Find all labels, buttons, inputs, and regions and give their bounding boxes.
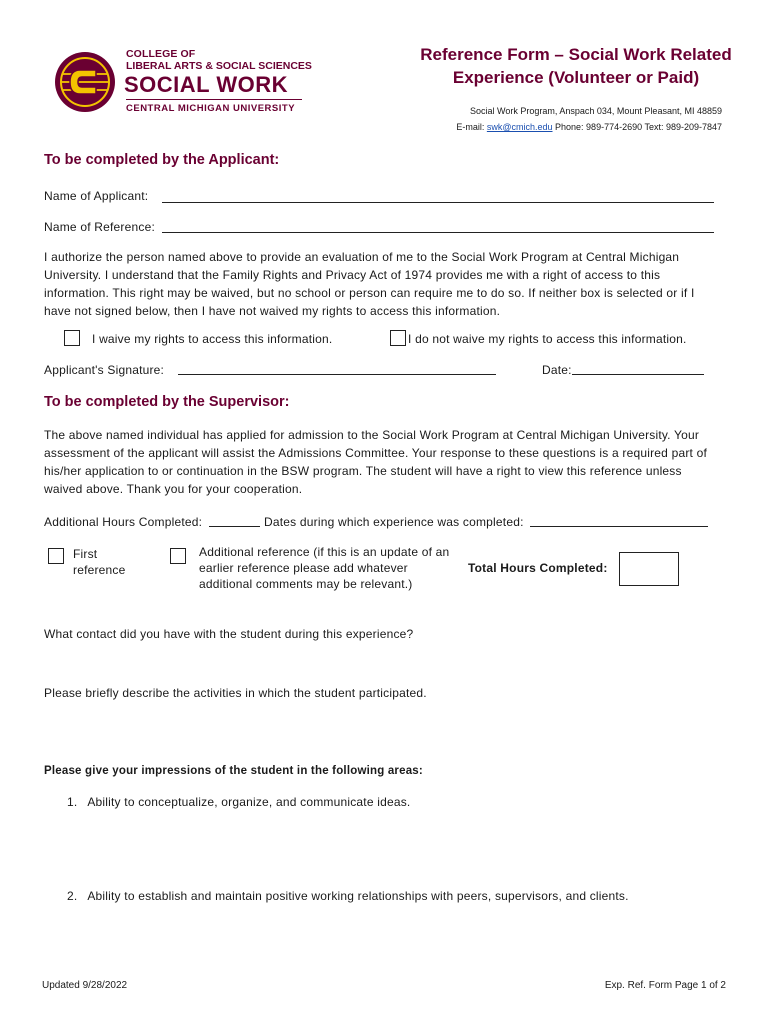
contact-answer-area[interactable] [44,645,720,675]
impression-item-2: 2. Ability to establish and maintain positive working relationships with peers, supervisors, and clients. [67,889,629,903]
additional-hours-label: Additional Hours Completed: [44,515,203,529]
signature-label: Applicant's Signature: [44,363,165,377]
cmu-c-logo-icon [52,48,118,114]
not-waive-rights-label: I do not waive my rights to access this information. [408,332,687,346]
dates-label: Dates during which experience was completed: [264,515,524,529]
total-hours-field[interactable] [619,552,679,586]
contact-line [420,122,722,132]
impression-item-1: 1. Ability to conceptualize, organize, and communicate ideas. [67,795,411,809]
email-link[interactable]: swk@cmich.edu [486,122,553,132]
activities-answer-area[interactable] [44,706,720,756]
contact-question: What contact did you have with the student during this experience? [44,627,414,641]
name-of-reference-label: Name of Reference: [44,220,155,234]
supervisor-intro-paragraph: The above named individual has applied for admission to the Social Work Program at Central Michigan University. Your assessment of the applicant will assist the Admissions Committee. Your response to these questions is a required part of his/her application to or continuation in the BSW program. The student will have a right to view this reference unless waived above. Thank you for your cooperation. [44,428,707,496]
form-title-line1: Reference Form – Social Work Related [420,45,732,64]
logo-university: CENTRAL MICHIGAN UNIVERSITY [126,103,296,114]
program-address: Social Work Program, Anspach 034, Mount Pleasant, MI 48859 [470,106,722,116]
form-title-line2: Experience (Volunteer or Paid) [452,68,700,87]
additional-hours-field[interactable] [209,526,260,527]
additional-reference-label: Additional reference (if this is an update of an earlier reference please add whatever additional comments may be relevant.) [199,545,450,591]
impression-1-answer-area[interactable] [90,815,720,875]
reference-name-field[interactable] [162,232,714,233]
phone-text: Phone: 989-774-2690 Text: 989-209-7847 [555,122,722,132]
date-field[interactable] [572,374,704,375]
authorization-paragraph: I authorize the person named above to provide an evaluation of me to the Social Work Program at Central Michigan University. I understand that the Family Rights and Privacy Act of 1974 provides me with a right of access to this information. This right may be waived, but no school or person can require me to do so. If neither box is selected or if I have not signed below, then I have not waived my rights to access this information. [44,250,695,318]
additional-reference-checkbox[interactable] [170,548,186,564]
email-label: E-mail: [456,122,485,132]
date-label: Date: [542,363,572,377]
impression-2-answer-area[interactable] [90,909,720,969]
waive-rights-checkbox[interactable] [64,330,80,346]
waive-rights-label: I waive my rights to access this information. [92,332,333,346]
dates-field[interactable] [530,526,708,527]
first-reference-label: First reference [73,547,126,577]
total-hours-label: Total Hours Completed: [468,561,608,575]
logo-liberal-arts: LIBERAL ARTS & SOCIAL SCIENCES [126,60,312,72]
signature-field[interactable] [178,374,496,375]
logo-social-work: SOCIAL WORK [124,72,288,97]
logo-divider [126,99,302,100]
applicant-heading: To be completed by the Applicant: [44,152,280,168]
name-of-applicant-label: Name of Applicant: [44,189,149,203]
college-logo [52,48,322,126]
supervisor-heading: To be completed by the Supervisor: [44,394,290,410]
applicant-name-field[interactable] [162,202,714,203]
footer-updated: Updated 9/28/2022 [42,980,128,991]
activities-question: Please briefly describe the activities in which the student participated. [44,686,427,700]
first-reference-checkbox[interactable] [48,548,64,564]
not-waive-rights-checkbox[interactable] [390,330,406,346]
logo-college-of: COLLEGE OF [126,48,196,60]
impressions-heading: Please give your impressions of the student in the following areas: [44,765,423,777]
footer-page-number: Exp. Ref. Form Page 1 of 2 [604,980,726,991]
